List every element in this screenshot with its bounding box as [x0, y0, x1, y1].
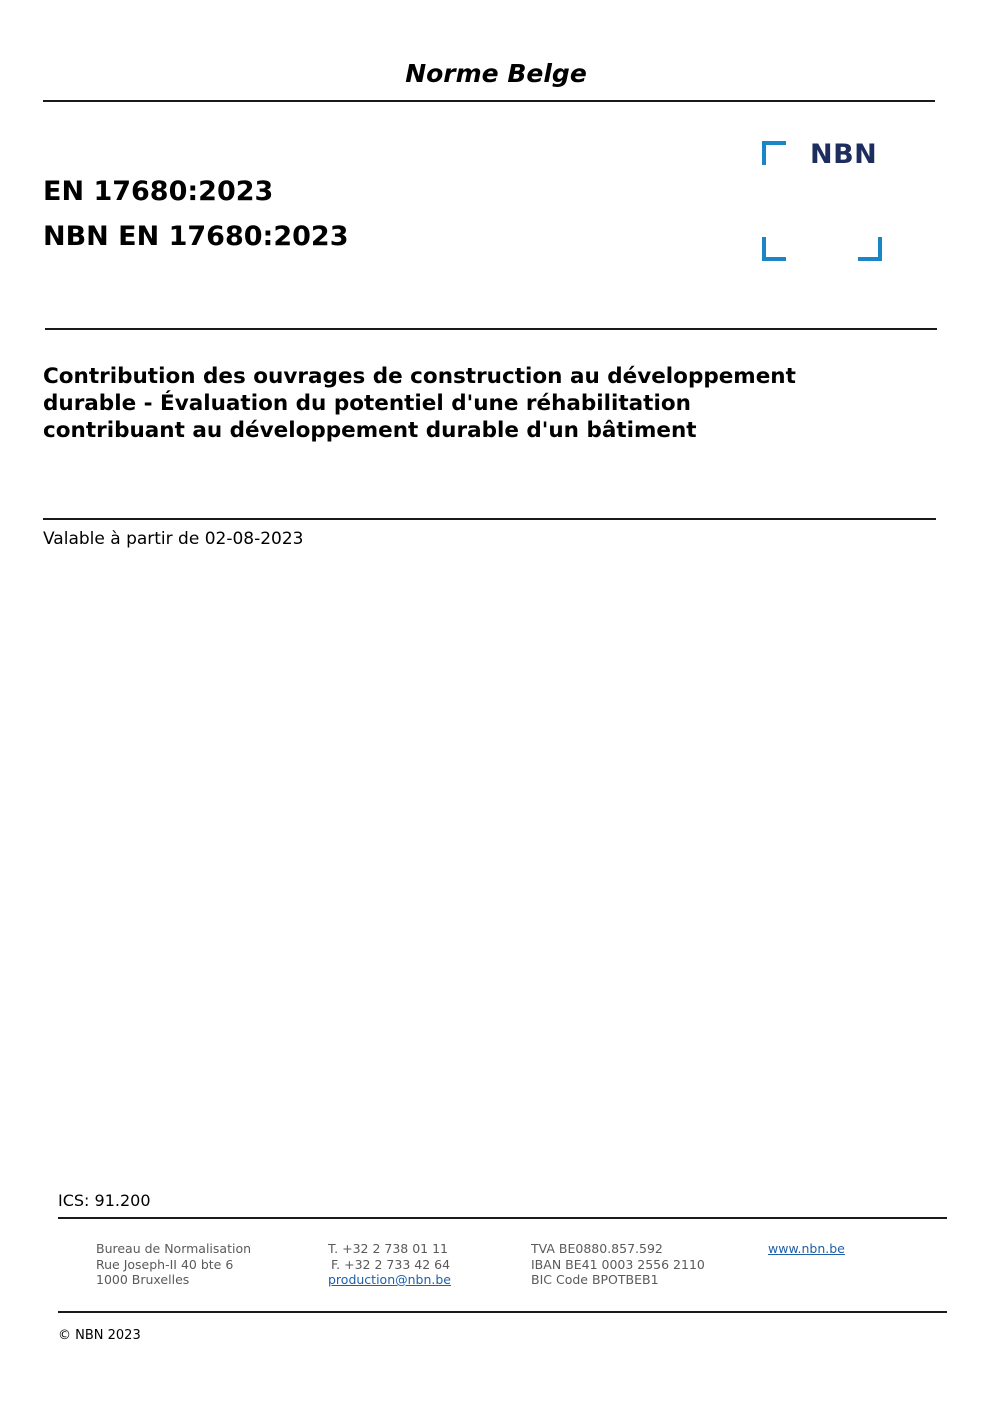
vat-number: TVA BE0880.857.592 [531, 1241, 663, 1256]
standard-code-en: EN 17680:2023 [43, 176, 274, 207]
section-divider-1 [45, 328, 937, 330]
footer-contact [328, 1241, 451, 1288]
document-title-line: contribuant au développement durable d'un bâtiment [43, 418, 697, 443]
logo-text: NBN [810, 139, 878, 170]
document-title [43, 363, 923, 444]
org-street: Rue Joseph-II 40 bte 6 [96, 1256, 234, 1272]
org-name: Bureau de Normalisation [96, 1241, 252, 1256]
ics-code: ICS: 91.200 [58, 1191, 151, 1210]
iban-number: IBAN BE41 0003 2556 2110 [531, 1256, 705, 1272]
fax-number: F. +32 2 733 42 64 [331, 1256, 451, 1272]
document-title-line: durable - Évaluation du potentiel d'une réhabilitation [43, 391, 691, 416]
logo-bracket-top-left [764, 143, 786, 165]
section-divider-2 [43, 518, 936, 520]
header-divider [43, 100, 935, 102]
bic-code: BIC Code BPOTBEB1 [531, 1272, 659, 1287]
website-link[interactable]: www.nbn.be [768, 1241, 845, 1256]
footer-address [96, 1241, 251, 1288]
footer-divider-bottom [58, 1311, 947, 1313]
valid-from-date: Valable à partir de 02-08-2023 [43, 529, 304, 549]
footer-web [768, 1241, 845, 1257]
copyright: © NBN 2023 [58, 1328, 141, 1343]
org-city: 1000 Bruxelles [96, 1272, 190, 1287]
footer-divider-top [58, 1217, 947, 1219]
phone-number: T. +32 2 738 01 11 [328, 1241, 448, 1256]
header-title: Norme Belge [405, 59, 587, 88]
logo-bracket-bottom-left [764, 237, 786, 259]
standard-code-nbn: NBN EN 17680:2023 [43, 221, 349, 252]
footer-bank [531, 1241, 705, 1288]
email-link[interactable]: production@nbn.be [328, 1272, 451, 1287]
logo-bracket-bottom-right [858, 237, 880, 259]
document-title-line: Contribution des ouvrages de construction au développement [43, 364, 796, 389]
